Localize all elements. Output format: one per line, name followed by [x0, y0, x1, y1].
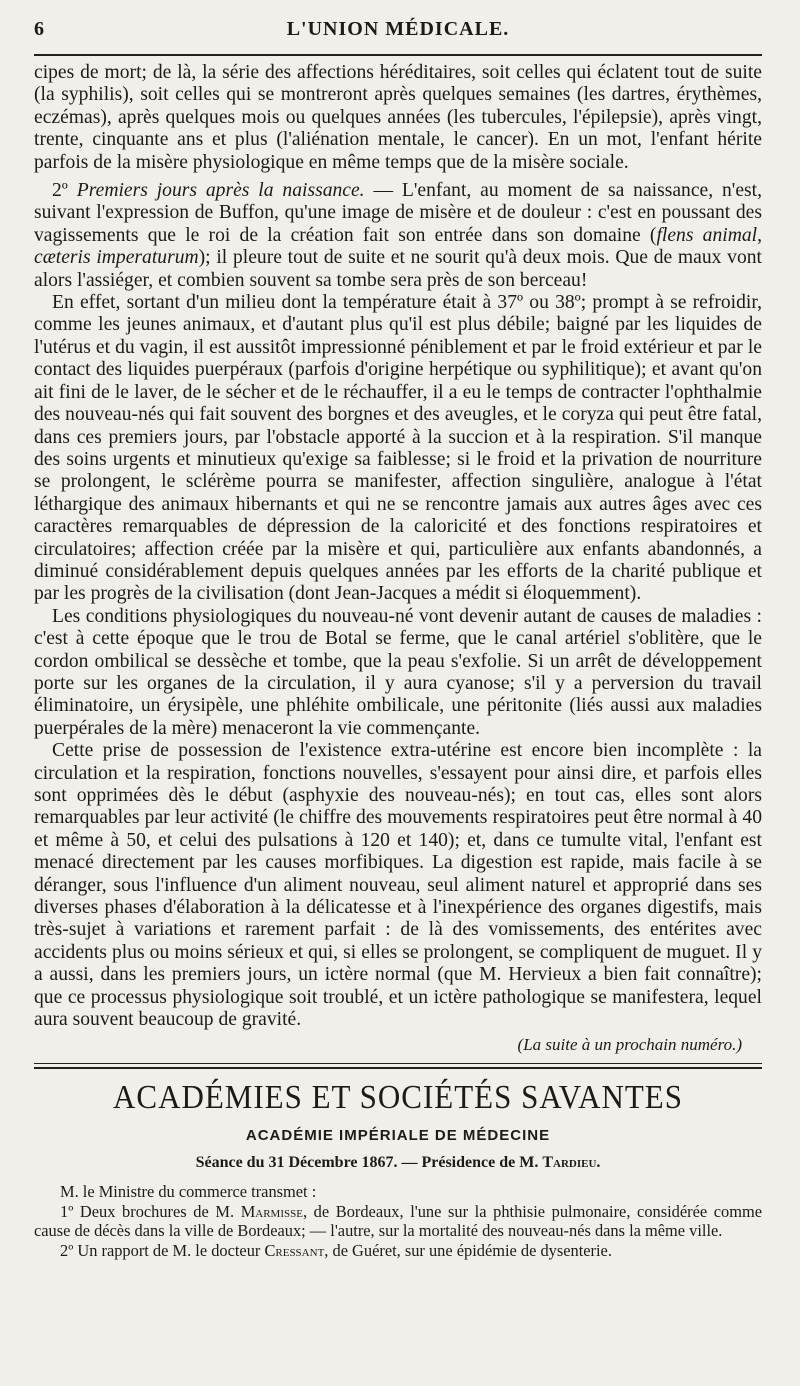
session-date: Séance du 31 Décembre 1867. — Présidence de M.: [195, 1154, 543, 1172]
session-line: [34, 1154, 762, 1172]
item2-author: Cressant: [264, 1240, 325, 1260]
session-end: .: [596, 1154, 601, 1172]
article-body: [34, 62, 762, 1031]
minutes-item-2: [34, 1241, 762, 1261]
item1-text-a: 1º Deux brochures de M.: [60, 1201, 241, 1221]
session-president: Tardieu: [542, 1154, 597, 1172]
section-title: ACADÉMIES ET SOCIÉTÉS SAVANTES: [113, 1077, 683, 1117]
paragraph-extra-uterine: Cette prise de possession de l'existence extra-utérine est encore bien incomplète : la circulation et la respiration, fonctions nouvelles, s'essayent pour ainsi dire, et parfois elles sont opprimées dès le début (asphyxie des nouveau-nés); en tout cas, elles sont alors remarquables par leur activité (le chiffre des mouvements respiratoires peut être normal à 40 et même à 50, et celui des pulsations à 120 et 140); et, dans ce tumulte vital, l'enfant est menacé directement par les causes morfibiques. La digestion est rapide, mais facile à se déranger, sous l'influence d'un aliment nouveau, seul aliment naturel et approprié dans ses diverses phases d'élaboration à la délicatesse et à l'inexpérience des organes digestifs, mais très-sujet à variations et rarement parfait : de là des vomissements, des entérites avec accidents plus ou moins sérieux et qui, si elles se prolongent, se compliquent de muguet. Il y a aussi, dans les premiers jours, un ictère normal (que M. Hervieux a bien fait connaître); que ce processus physiologique soit troublé, et un ictère pathologique se manifestera, lequel aura souvent beaucoup de gravité.: [34, 740, 762, 1031]
journal-title: L'UNION MÉDICALE.: [286, 18, 510, 40]
item1-author: Marmisse: [240, 1201, 303, 1221]
paragraph-temperature: En effet, sortant d'un milieu dont la température était à 37º ou 38º; prompt à se refroidir, comme les jeunes animaux, et d'autant plus qu'il est plus débile; baigné par les liquides de l'utérus et du vagin, il est aussitôt impressionné péniblement et par le froid extérieur et par le contact des liquides puerpéraux (parfois d'origine herpétique ou syphilitique); et avant qu'on ait fini de le laver, de le sécher et de le réchauffer, il a eu le temps de contracter l'ophthalmie des nouveau-nés qui fait souvent des borgnes et des aveugles, et le coryza qui peut être fatal, dans ces premiers jours, par l'obstacle apporté à la succion et à la respiration. S'il manque des soins urgents et minutieux qu'exige sa faiblesse; si le froid et la privation de nourriture se prolongent, le sclérème pourra se manifester, affection singulière, analogue à l'état léthargique des animaux hibernants et qui ne se rencontre jamais aux autres âges avec ces caractères remarquables de dépression de la caloricité et des fonctions respiratoires et circulatoires; affection créée par la misère et qui, particulière aux enfants abandonnés, a diminué considérablement depuis quelques années par les efforts de la charité publique et par les progrès de la civilisation (dont Jean-Jacques a médit si éloquemment).: [34, 292, 762, 605]
paragraph-heredity: cipes de mort; de là, la série des affections héréditaires, soit celles qui éclatent tout de suite (la syphilis), soit celles qui se montreront après quelques semaines (les dartres, érythèmes, eczémas), après quelques mois ou quelques années (les tubercules, l'épilepsie), après vingt, trente, cinquante ans et plus (l'aliénation mentale, le cancer). En un mot, l'enfant hérite parfois de la misère physiologique en même temps que de la misère sociale.: [34, 62, 762, 173]
session-minutes: [34, 1182, 762, 1260]
paragraph-first-days-text-a: — L'enfant, au moment de sa naissance, n'est, suivant l'expression de Buffon, qu'une image de misère et de douleur : c'est en poussant des vagissements que le roi de la création fait son entrée dans son domaine (: [34, 180, 762, 246]
paragraph-physiological-conditions: Les conditions physiologiques du nouveau-né vont devenir autant de causes de maladies : c'est à cette époque que le trou de Botal se ferme, que le canal artériel s'oblitère, que le cordon ombilical se dessèche et tombe, que la peau s'exfolie. Si un arrêt de développement porte sur les organes de la circulation, il y aura cyanose; s'il y a perversion du travail éliminatoire, un érysipèle, une phléhite ombilicale, une péritonite (liés aussi aux maladies puerpérales de la mère) menaceront la vie commençante.: [34, 605, 762, 739]
section-number: 2º: [52, 180, 77, 202]
subheading-first-days: Premiers jours après la naissance.: [76, 180, 365, 202]
item2-text-b: , de Guéret, sur une épidémie de dysenterie.: [324, 1240, 612, 1260]
latin-quote: flens animal, cæteris imperaturum: [34, 224, 762, 269]
section-divider: [34, 1063, 762, 1069]
academy-heading: ACADÉMIE IMPÉRIALE DE MÉDECINE: [245, 1127, 551, 1145]
paragraph-first-days: [34, 180, 762, 292]
page-number: 6: [34, 18, 44, 40]
minutes-item-1: [34, 1202, 762, 1241]
item1-text-b: , de Bordeaux, l'une sur la phthisie pulmonaire, considérée comme cause de décès dans la ville de Bordeaux; — l'autre, sur la mortalité des nouveau-nés dans la même ville.: [34, 1201, 762, 1241]
page-header: [34, 18, 762, 52]
header-rule: [34, 54, 762, 56]
minutes-intro: M. le Ministre du commerce transmet :: [60, 1182, 317, 1202]
item2-text-a: 2º Un rapport de M. le docteur: [60, 1240, 265, 1260]
paragraph-first-days-text-b: ); il pleure tout de suite et ne sourit qu'à deux mois. Que de maux vont alors l'assiéger, et combien souvent sa tombe sera près de son berceau!: [34, 247, 762, 291]
continued-note: (La suite à un prochain numéro.): [517, 1035, 742, 1055]
